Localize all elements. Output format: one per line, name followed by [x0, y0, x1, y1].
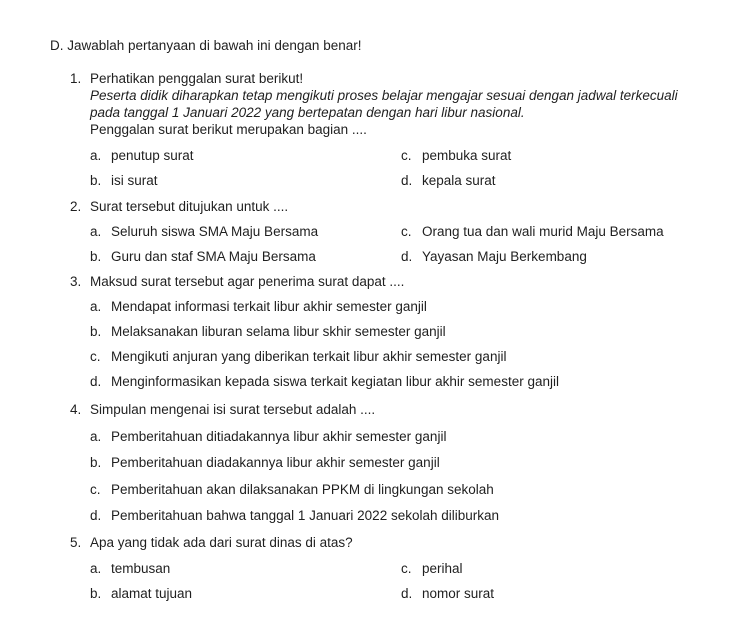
option-text: tembusan	[111, 561, 171, 576]
question-text: Surat tersebut ditujukan untuk ....	[90, 199, 289, 214]
option-letter: a.	[90, 561, 102, 576]
option-text: Seluruh siswa SMA Maju Bersama	[111, 224, 319, 239]
option-letter: b.	[90, 249, 102, 264]
option-text: Pemberitahuan akan dilaksanakan PPKM di lingkungan sekolah	[111, 482, 494, 497]
option-letter: d.	[401, 249, 413, 264]
option-letter: a.	[90, 299, 102, 314]
quoted-letter-line-1: Peserta didik diharapkan tetap mengikuti proses belajar mengajar sesuai dengan jadwal terkecuali	[90, 88, 678, 103]
question-number: 3.	[70, 274, 82, 289]
option-text: pembuka surat	[422, 148, 512, 163]
question-number: 5.	[70, 535, 82, 550]
option-letter: a.	[90, 224, 102, 239]
option-letter: b.	[90, 586, 102, 601]
option-letter: c.	[401, 224, 412, 239]
question-number: 2.	[70, 199, 82, 214]
option-letter: b.	[90, 324, 102, 339]
question-text: Maksud surat tersebut agar penerima surat dapat ....	[90, 274, 405, 289]
option-letter: d.	[401, 173, 413, 188]
option-letter: c.	[90, 482, 101, 497]
option-text: Menginformasikan kepada siswa terkait kegiatan libur akhir semester ganjil	[111, 374, 559, 389]
question-text: Apa yang tidak ada dari surat dinas di atas?	[90, 535, 353, 550]
question-number: 1.	[70, 71, 82, 86]
option-text: kepala surat	[422, 173, 496, 188]
option-text: Mendapat informasi terkait libur akhir semester ganjil	[111, 299, 427, 314]
question-number: 4.	[70, 402, 82, 417]
quoted-letter-line-2: pada tanggal 1 Januari 2022 yang bertepatan dengan hari libur nasional.	[90, 105, 525, 120]
option-text: Pemberitahuan ditiadakannya libur akhir semester ganjil	[111, 429, 447, 444]
option-text: Pemberitahuan bahwa tanggal 1 Januari 2022 sekolah diliburkan	[111, 508, 500, 523]
option-letter: d.	[90, 508, 102, 523]
option-letter: d.	[90, 374, 102, 389]
option-text: perihal	[422, 561, 463, 576]
option-text: nomor surat	[422, 586, 495, 601]
option-text: isi surat	[111, 173, 158, 188]
option-text: penutup surat	[111, 148, 194, 163]
option-text: Pemberitahuan diadakannya libur akhir semester ganjil	[111, 455, 440, 470]
option-text: Mengikuti anjuran yang diberikan terkait libur akhir semester ganjil	[111, 349, 507, 364]
option-letter: d.	[401, 586, 413, 601]
option-letter: a.	[90, 148, 102, 163]
question-text: Perhatikan penggalan surat berikut!	[90, 71, 304, 86]
option-text: Guru dan staf SMA Maju Bersama	[111, 249, 316, 264]
option-text: Orang tua dan wali murid Maju Bersama	[422, 224, 664, 239]
option-text: Melaksanakan liburan selama libur skhir semester ganjil	[111, 324, 446, 339]
question-prompt: Penggalan surat berikut merupakan bagian ....	[90, 122, 367, 137]
option-letter: a.	[90, 429, 102, 444]
option-letter: c.	[90, 349, 101, 364]
section-title: D. Jawablah pertanyaan di bawah ini dengan benar!	[50, 38, 362, 53]
option-text: alamat tujuan	[111, 586, 193, 601]
option-letter: c.	[401, 148, 412, 163]
option-text: Yayasan Maju Berkembang	[422, 249, 587, 264]
option-letter: c.	[401, 561, 412, 576]
question-text: Simpulan mengenai isi surat tersebut adalah ....	[90, 402, 376, 417]
option-letter: b.	[90, 173, 102, 188]
option-letter: b.	[90, 455, 102, 470]
